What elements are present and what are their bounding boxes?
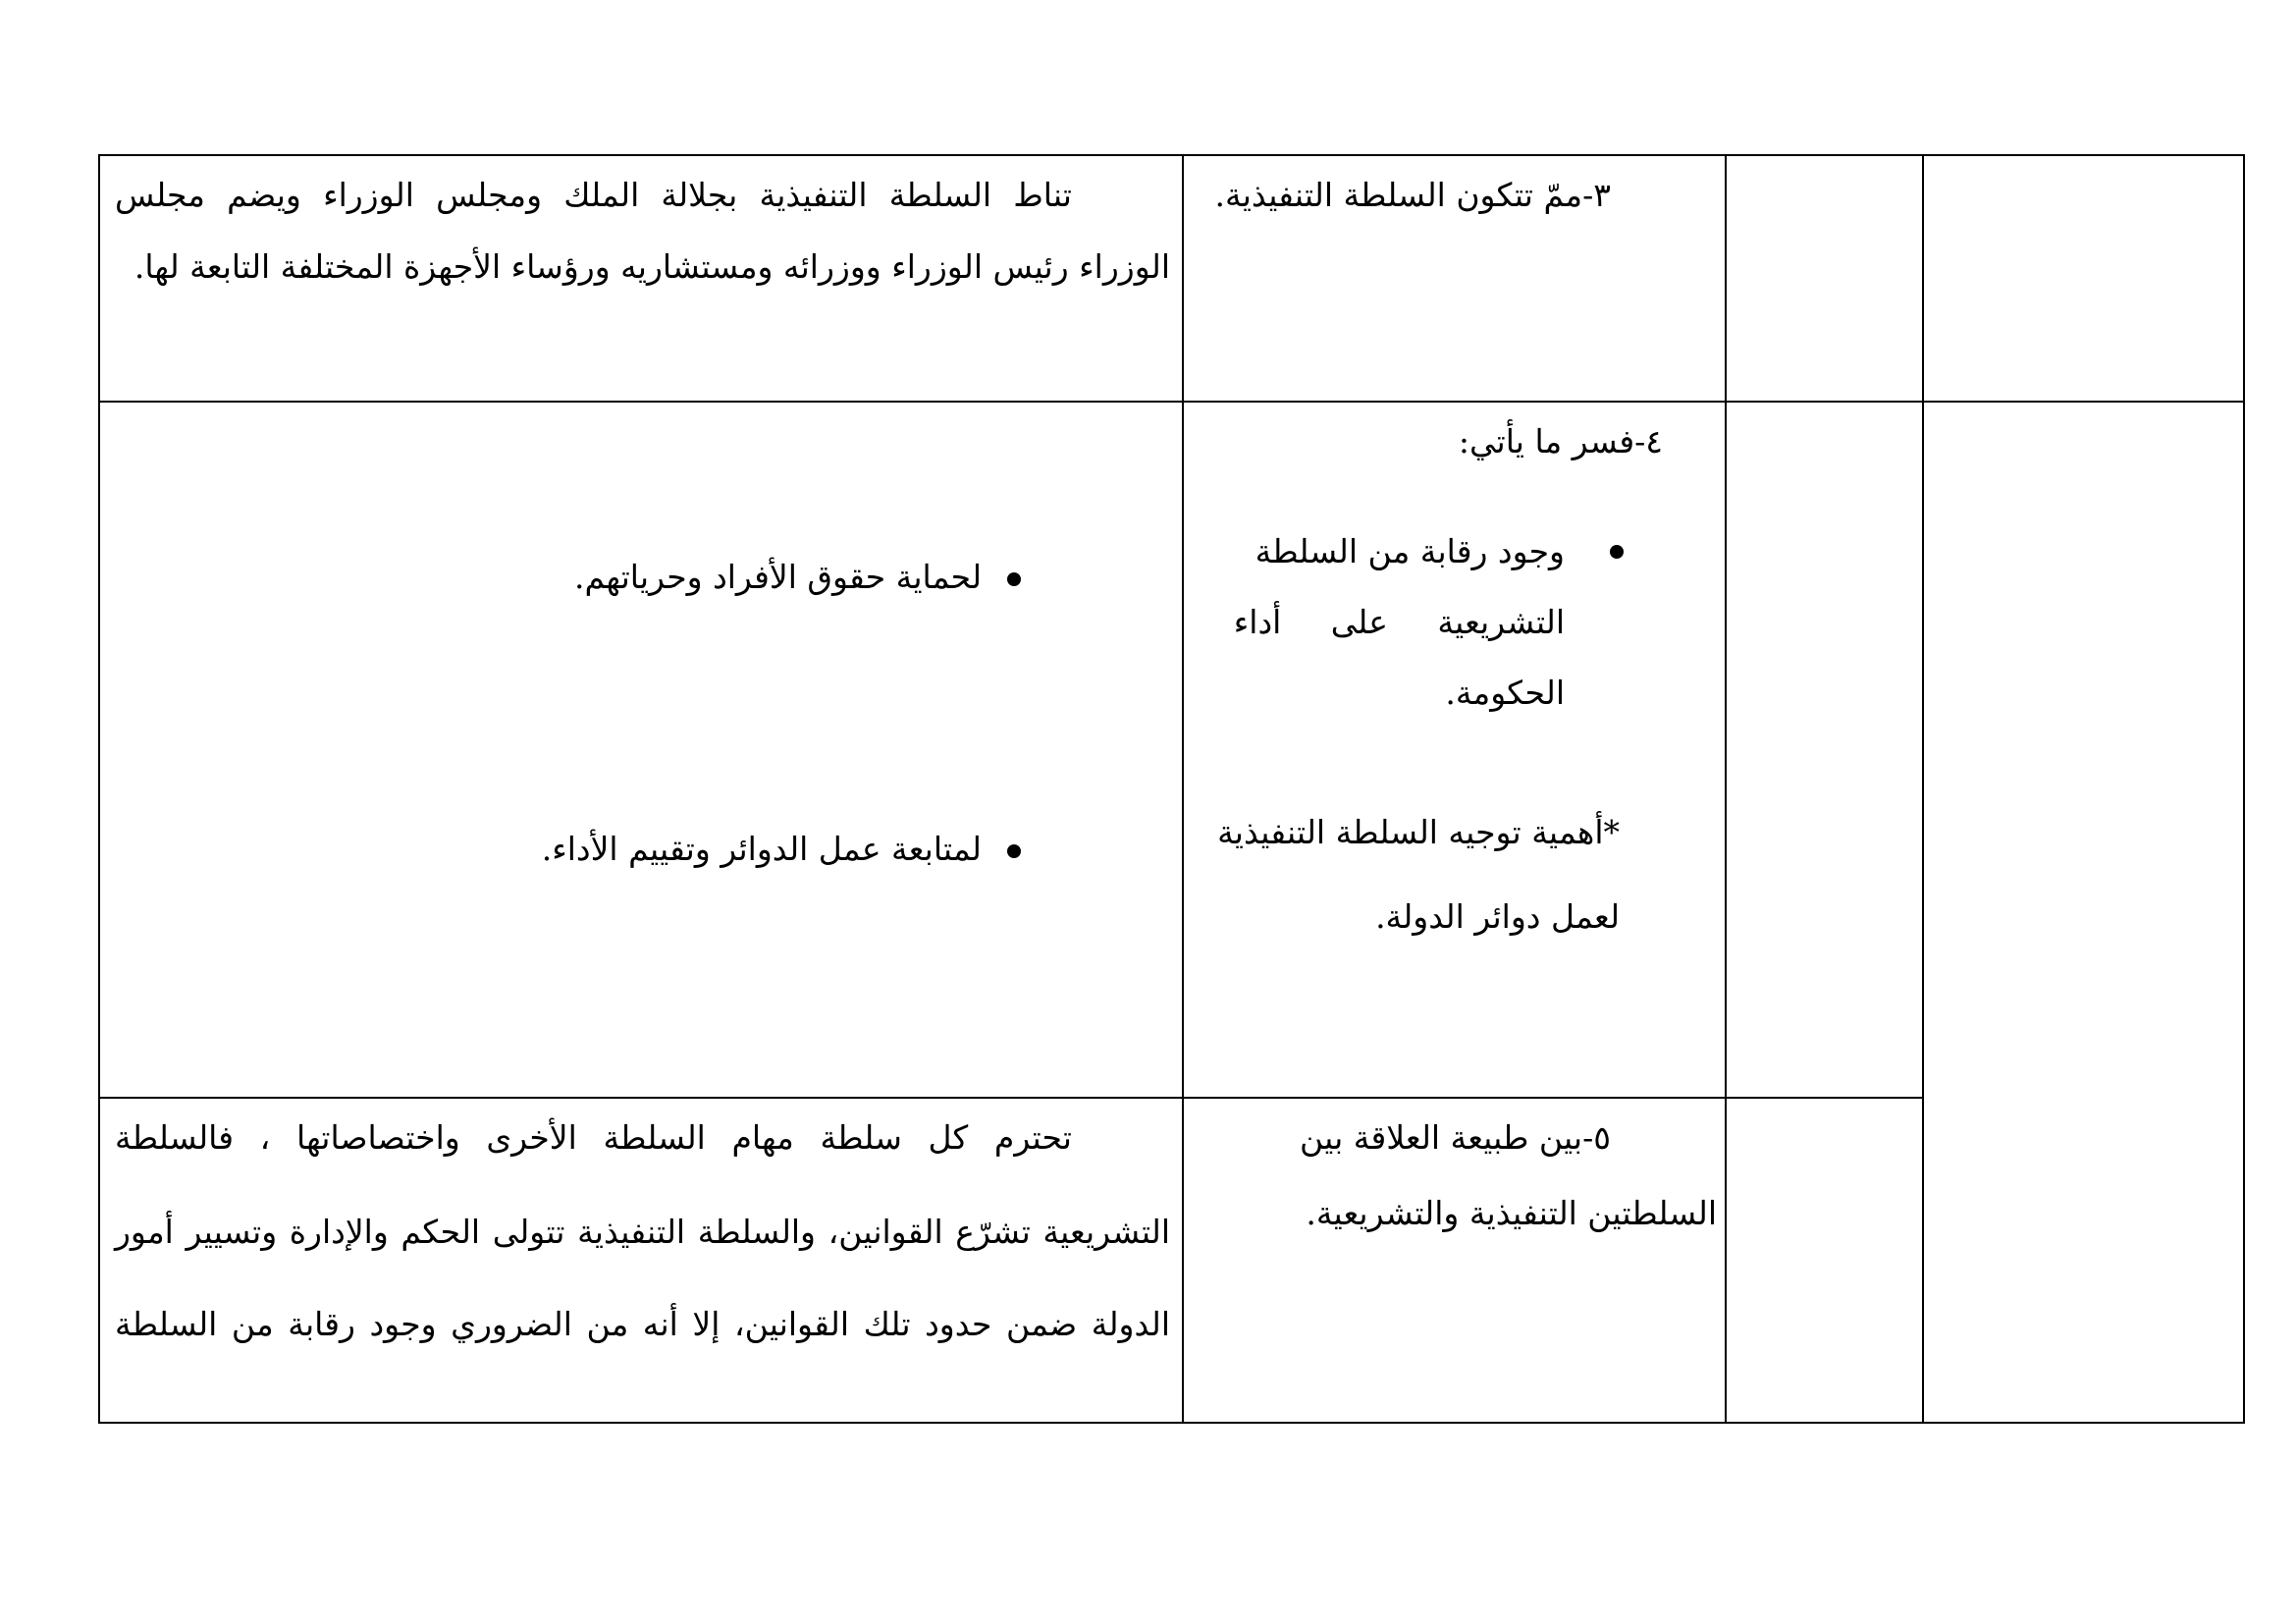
row2-question-note-line-1: *أهمية توجيه السلطة التنفيذية xyxy=(1217,813,1620,851)
row2-answer-bullet-2: لمتابعة عمل الدوائر وتقييم الأداء. xyxy=(393,820,1021,879)
table-border-right xyxy=(2243,154,2245,1424)
row-divider-1 xyxy=(98,401,2245,403)
row1-answer-line-1: تناط السلطة التنفيذية بجلالة الملك ومجلس الوزراء ويضم مجلس xyxy=(115,176,1072,214)
row1-question-cell xyxy=(1192,154,1717,237)
row3-question-line-1: ٥-بين طبيعة العلاقة بين xyxy=(1300,1118,1611,1157)
column-divider-3 xyxy=(1922,154,1924,1424)
row1-answer-cell xyxy=(115,154,1170,298)
row2-question-bullet-line-3: الحكومة. xyxy=(1445,674,1565,712)
column-divider-1 xyxy=(1182,154,1184,1424)
row2-question-bullet xyxy=(1192,522,1565,723)
bullet-dot-icon xyxy=(1007,572,1021,586)
row2-question-bullet-line-1: وجود رقابة من السلطة xyxy=(1192,522,1565,581)
row3-answer-line-3: الدولة ضمن حدود تلك القوانين، إلا أنه من الضروري وجود رقابة من السلطة xyxy=(115,1305,1170,1343)
row1-question: ٣-ممّ تتكون السلطة التنفيذية. xyxy=(1214,176,1611,214)
row3-answer-line-1: تحترم كل سلطة مهام السلطة الأخرى واختصاصاتها ، فالسلطة xyxy=(115,1118,1072,1157)
bullet-dot-icon xyxy=(1610,545,1624,559)
row2-question-bullet-line-2: التشريعية على أداء xyxy=(1233,603,1565,641)
row1-answer-line-2: الوزراء رئيس الوزراء ووزرائه ومستشاريه ورؤساء الأجهزة المختلفة التابعة لها. xyxy=(133,247,1170,286)
row3-question-line-2: السلطتين التنفيذية والتشريعية. xyxy=(1306,1194,1717,1232)
row2-question-title: ٤-فسر ما يأتي: xyxy=(1458,422,1663,460)
table-border-left xyxy=(98,154,100,1424)
bullet-dot-icon xyxy=(1007,844,1021,858)
row2-answer-bullet-1: لحماية حقوق الأفراد وحرياتهم. xyxy=(393,548,1021,607)
row3-question-cell xyxy=(1192,1097,1717,1248)
row2-question-note xyxy=(1192,790,1620,959)
row2-question-note-line-2: لعمل دوائر الدولة. xyxy=(1375,897,1620,936)
row3-answer-line-2: التشريعية تشرّع القوانين، والسلطة التنفيذية تتولى الحكم والإدارة وتسيير أمور xyxy=(115,1213,1170,1251)
column-divider-2 xyxy=(1725,154,1727,1424)
row3-answer-cell xyxy=(115,1097,1170,1364)
